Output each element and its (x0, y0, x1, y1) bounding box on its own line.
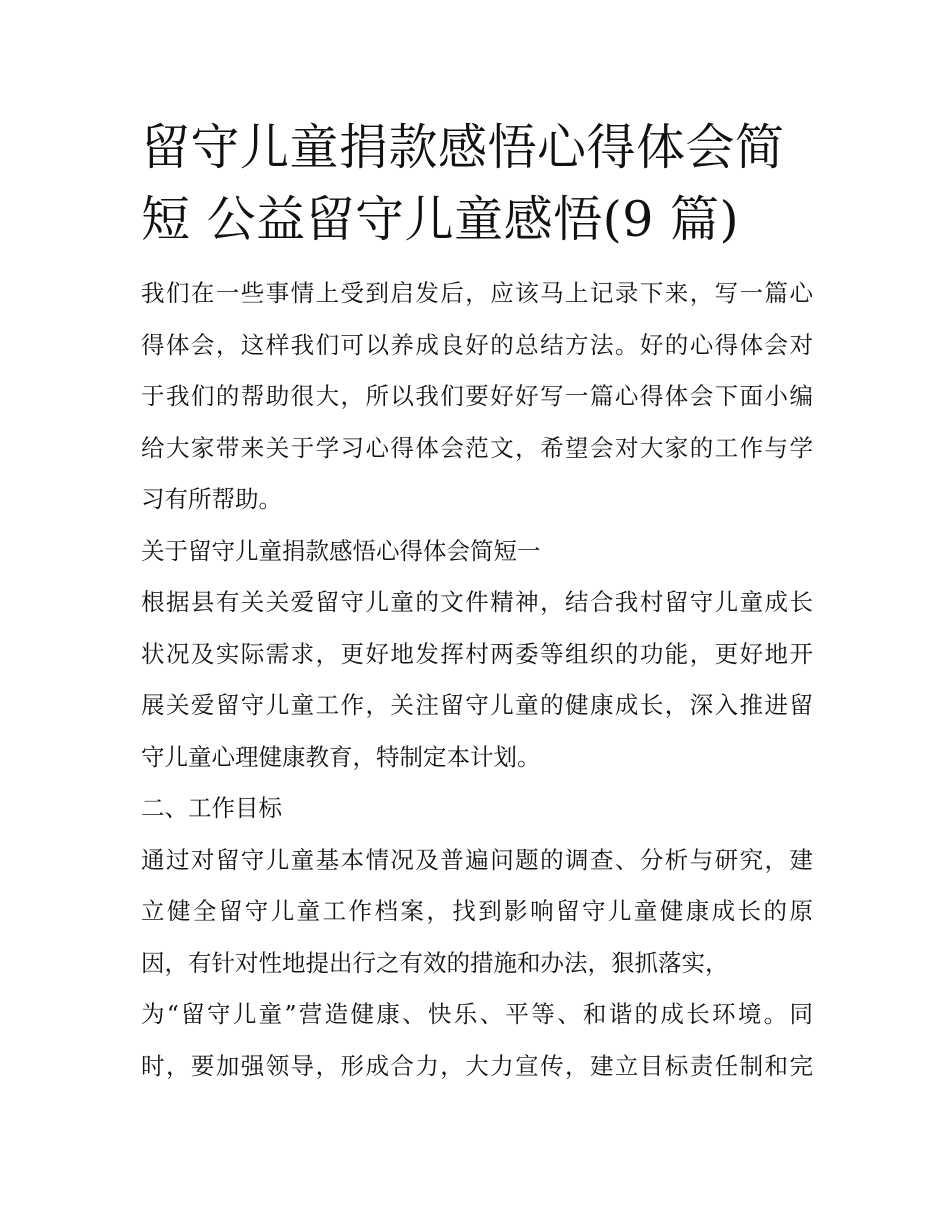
text-line: 为“留守儿童”营造健康、快乐、平等、和谐的成长环境。同 (141, 1000, 813, 1028)
section-heading: 二、工作目标 (141, 794, 282, 822)
text-line: 因，有针对性地提出行之有效的措施和办法，狠抓落实， (141, 948, 729, 977)
text-line: 展关爱留守儿童工作，关注留守儿童的健康成长，深入推进留 (141, 691, 813, 719)
text-line: 守儿童心理健康教育，特制定本计划。 (141, 742, 541, 771)
text-line: 习有所帮助。 (141, 485, 282, 513)
text-line: 我们在一些事情上受到启发后，应该马上记录下来，写一篇心 (141, 279, 813, 307)
text-line: 根据县有关关爱留守儿童的文件精神，结合我村留守儿童成长 (141, 588, 813, 616)
text-line: 得体会，这样我们可以养成良好的总结方法。好的心得体会对 (141, 330, 813, 359)
text-line: 于我们的帮助很大，所以我们要好好写一篇心得体会下面小编 (141, 382, 813, 410)
text-line: 状况及实际需求，更好地发挥村两委等组织的功能，更好地开 (141, 639, 813, 668)
text-line: 时，要加强领导，形成合力，大力宣传，建立目标责任制和完 (141, 1051, 813, 1080)
title-line-1: 留守儿童捐款感悟心得体会简 (141, 119, 785, 176)
title-line-2: 短 公益留守儿童感悟(9 篇) (141, 191, 740, 248)
document-body (141, 268, 813, 1092)
text-line: 给大家带来关于学习心得体会范文，希望会对大家的工作与学 (141, 433, 813, 462)
document-title (141, 112, 813, 256)
document-content (141, 112, 813, 1092)
text-line: 通过对留守儿童基本情况及普遍问题的调查、分析与研究，建 (141, 845, 813, 874)
text-line: 立健全留守儿童工作档案，找到影响留守儿童健康成长的原 (141, 897, 813, 925)
section-heading: 关于留守儿童捐款感悟心得体会简短一 (141, 536, 541, 565)
